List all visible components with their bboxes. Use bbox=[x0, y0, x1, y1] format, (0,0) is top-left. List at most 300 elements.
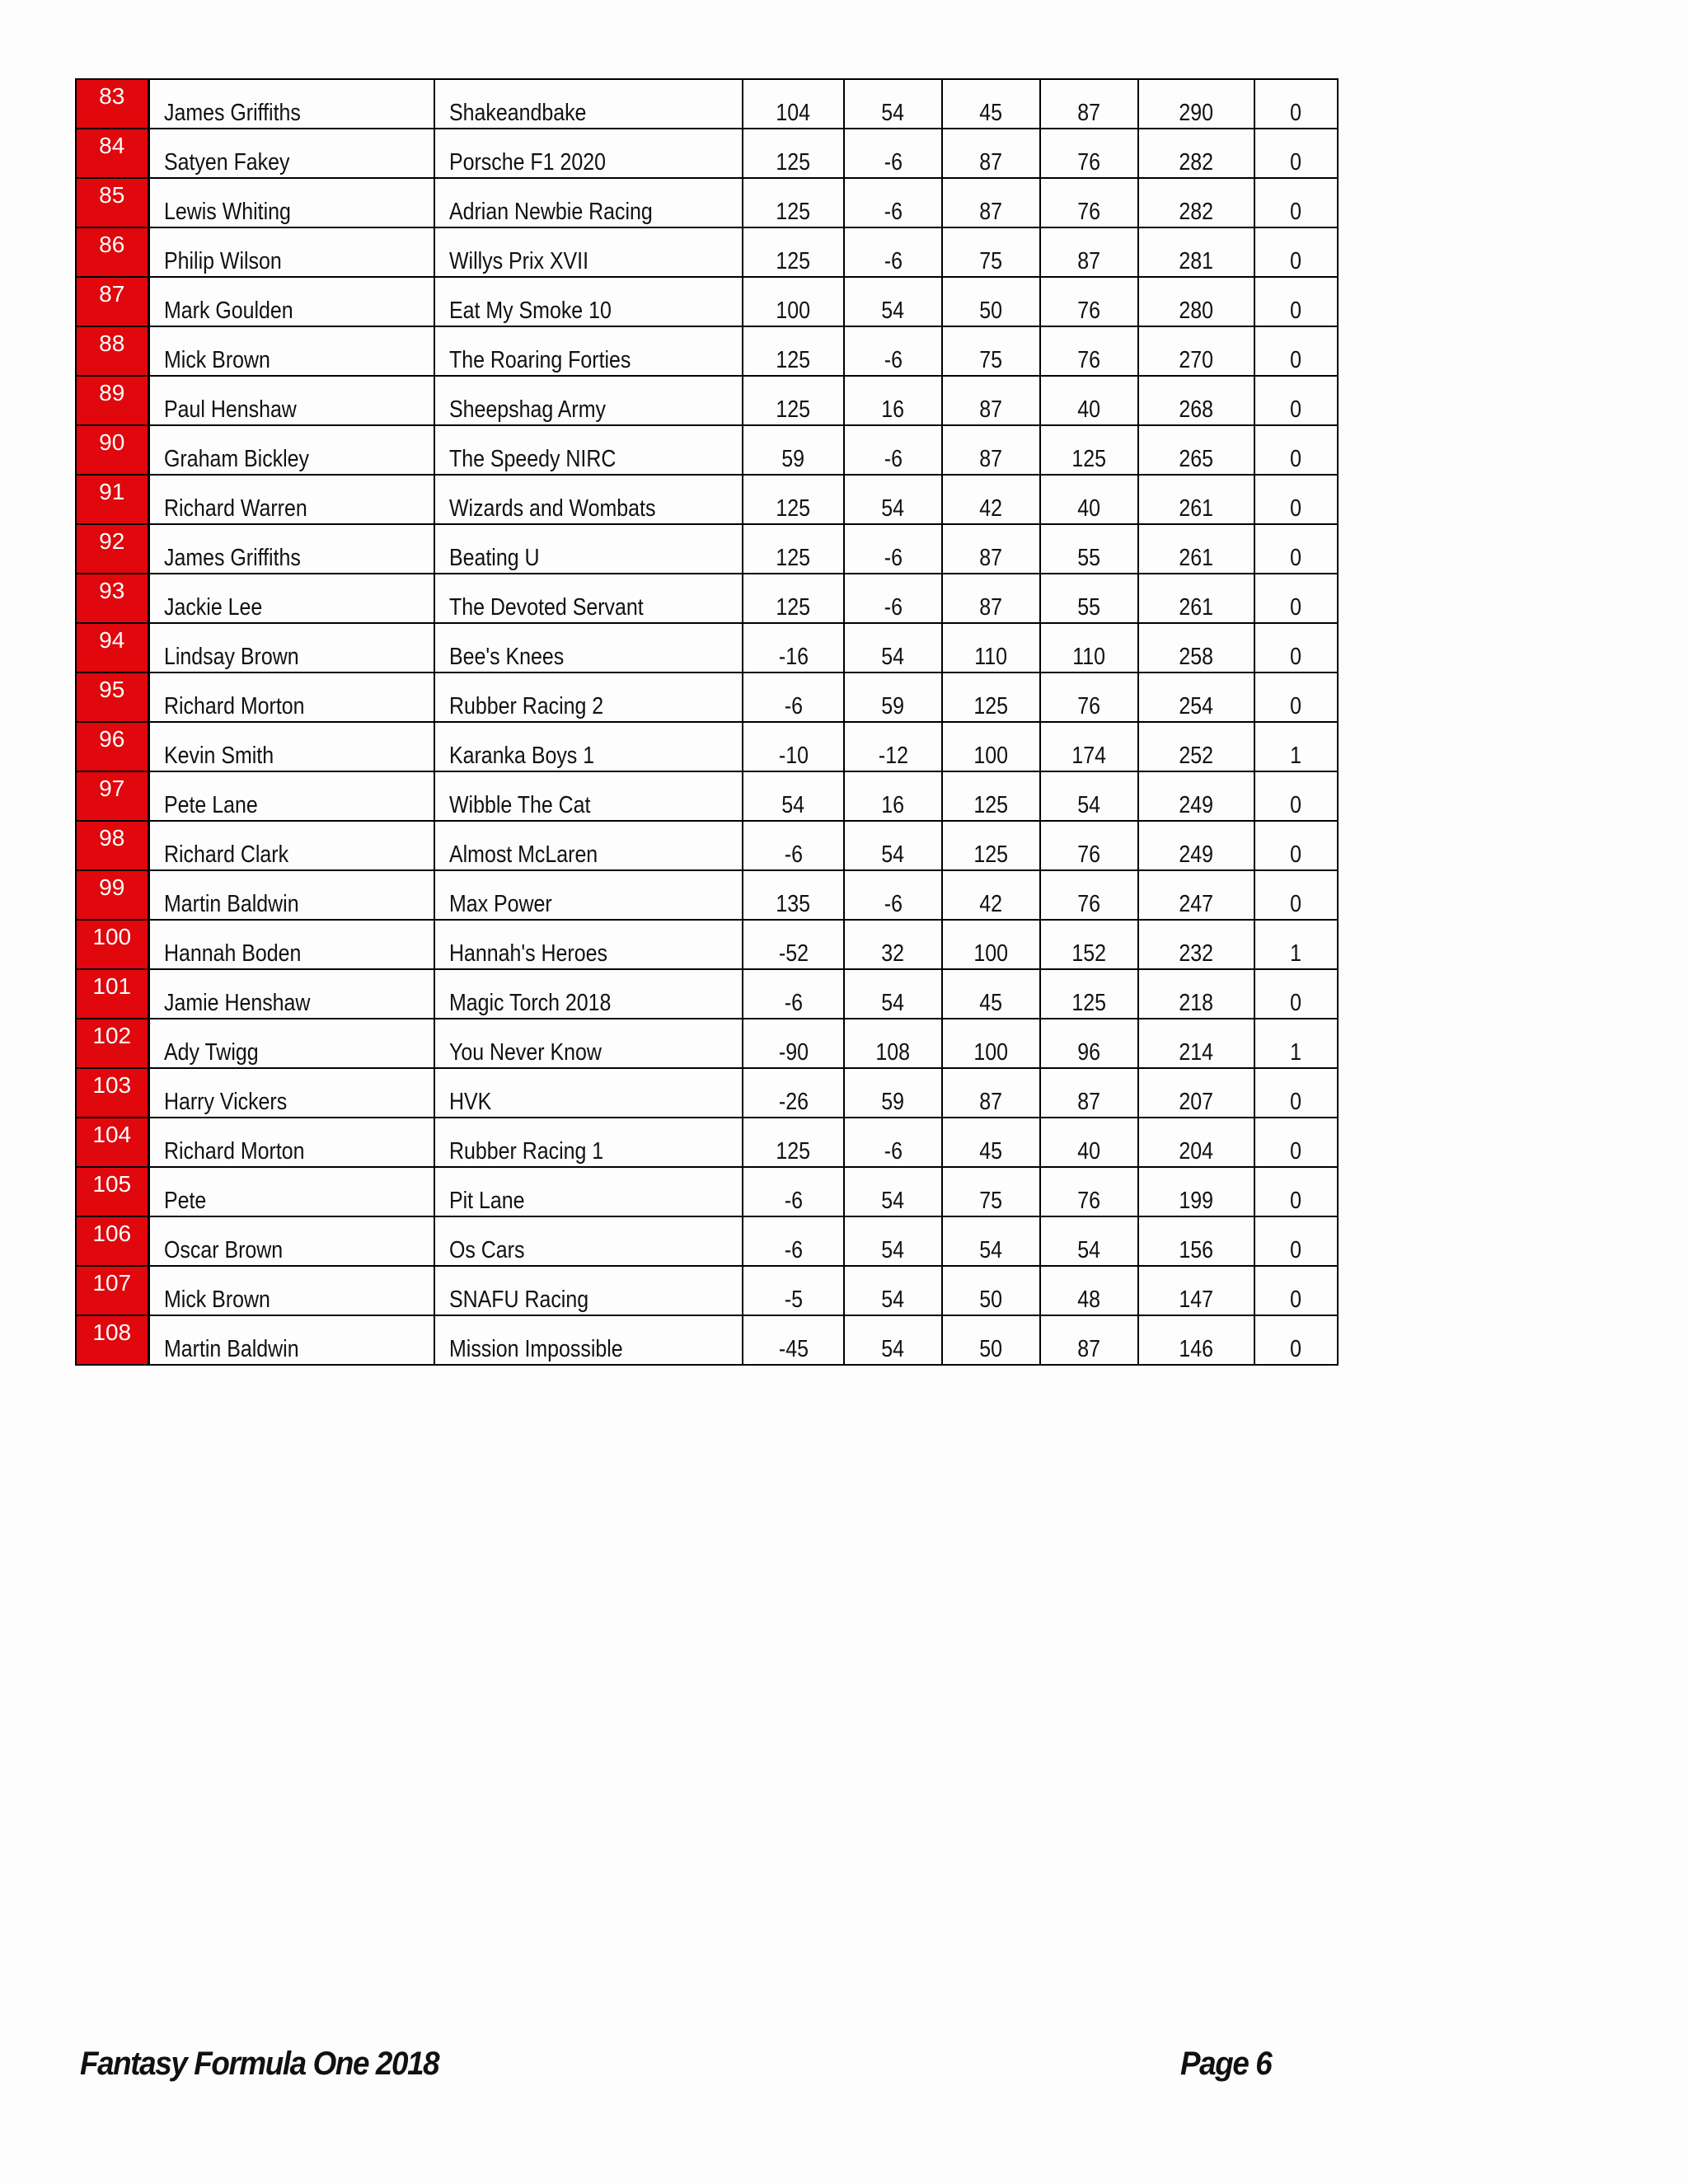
manager-name-cell bbox=[148, 673, 434, 722]
team-name-cell-text: Almost McLaren bbox=[449, 841, 598, 868]
last-column-cell-text: 0 bbox=[1290, 792, 1302, 818]
score-cell-4 bbox=[1040, 1019, 1138, 1068]
position-cell: 92 bbox=[76, 524, 148, 574]
team-name-cell bbox=[434, 920, 743, 969]
last-column-cell-text: 0 bbox=[1290, 1089, 1302, 1115]
score-cell-3 bbox=[942, 920, 1040, 969]
manager-name-cell-text: James Griffiths bbox=[163, 545, 301, 571]
total-points-cell-text: 268 bbox=[1179, 396, 1214, 423]
score-cell-2 bbox=[844, 920, 942, 969]
score-cell-1-text: -16 bbox=[778, 644, 809, 670]
position-cell: 107 bbox=[76, 1266, 148, 1315]
last-column-cell bbox=[1254, 178, 1338, 227]
position-cell: 89 bbox=[76, 376, 148, 425]
last-column-cell-text: 1 bbox=[1290, 940, 1302, 967]
score-cell-1-text: 54 bbox=[781, 792, 805, 818]
position-cell: 98 bbox=[76, 821, 148, 870]
manager-name-cell bbox=[148, 129, 434, 178]
score-cell-3-text: 87 bbox=[979, 594, 1003, 621]
position-cell: 84 bbox=[76, 129, 148, 178]
score-cell-1 bbox=[743, 722, 844, 771]
score-cell-4 bbox=[1040, 1118, 1138, 1167]
table-row bbox=[76, 870, 1338, 920]
score-cell-1 bbox=[743, 1118, 844, 1167]
score-cell-1 bbox=[743, 1216, 844, 1266]
last-column-cell bbox=[1254, 277, 1338, 326]
team-name-cell-text: Willys Prix XVII bbox=[449, 248, 589, 274]
position-cell: 101 bbox=[76, 969, 148, 1019]
score-cell-3 bbox=[942, 524, 1040, 574]
table-row bbox=[76, 1315, 1338, 1365]
team-name-cell-text: Sheepshag Army bbox=[449, 396, 606, 423]
total-points-cell bbox=[1138, 969, 1254, 1019]
position-cell: 97 bbox=[76, 771, 148, 821]
score-cell-3-text: 45 bbox=[979, 100, 1003, 126]
team-name-cell-text: You Never Know bbox=[449, 1039, 602, 1066]
score-cell-3-text: 87 bbox=[979, 149, 1003, 176]
team-name-cell bbox=[434, 574, 743, 623]
total-points-cell bbox=[1138, 326, 1254, 376]
team-name-cell-text: Bee's Knees bbox=[449, 644, 565, 670]
score-cell-3 bbox=[942, 475, 1040, 524]
manager-name-cell bbox=[148, 524, 434, 574]
score-cell-2 bbox=[844, 1315, 942, 1365]
manager-name-cell bbox=[148, 623, 434, 673]
score-cell-4 bbox=[1040, 277, 1138, 326]
last-column-cell bbox=[1254, 524, 1338, 574]
team-name-cell bbox=[434, 771, 743, 821]
team-name-cell-text: HVK bbox=[449, 1089, 492, 1115]
last-column-cell-text: 0 bbox=[1290, 248, 1302, 274]
last-column-cell bbox=[1254, 227, 1338, 277]
score-cell-3-text: 87 bbox=[979, 199, 1003, 225]
score-cell-3-text: 87 bbox=[979, 1089, 1003, 1115]
table-row bbox=[76, 722, 1338, 771]
table-row bbox=[76, 178, 1338, 227]
last-column-cell bbox=[1254, 326, 1338, 376]
total-points-cell-text: 258 bbox=[1179, 644, 1214, 670]
score-cell-2-text: 108 bbox=[875, 1039, 911, 1066]
score-cell-1 bbox=[743, 771, 844, 821]
total-points-cell-text: 147 bbox=[1179, 1286, 1214, 1313]
manager-name-cell bbox=[148, 178, 434, 227]
position-cell: 94 bbox=[76, 623, 148, 673]
score-cell-3 bbox=[942, 623, 1040, 673]
last-column-cell bbox=[1254, 425, 1338, 475]
last-column-cell-text: 0 bbox=[1290, 1138, 1302, 1165]
score-cell-2-text: 54 bbox=[881, 1286, 905, 1313]
score-cell-4-text: 76 bbox=[1077, 693, 1101, 719]
position-cell: 85 bbox=[76, 178, 148, 227]
position-cell: 90 bbox=[76, 425, 148, 475]
score-cell-4 bbox=[1040, 79, 1138, 129]
team-name-cell bbox=[434, 1216, 743, 1266]
last-column-cell-text: 0 bbox=[1290, 1286, 1302, 1313]
score-cell-1 bbox=[743, 277, 844, 326]
score-cell-3-text: 87 bbox=[979, 396, 1003, 423]
last-column-cell bbox=[1254, 1068, 1338, 1118]
last-column-cell-text: 0 bbox=[1290, 495, 1302, 522]
total-points-cell bbox=[1138, 722, 1254, 771]
score-cell-4-text: 125 bbox=[1071, 990, 1107, 1016]
position-cell: 86 bbox=[76, 227, 148, 277]
score-cell-2-text: -6 bbox=[884, 248, 903, 274]
manager-name-cell-text: Ady Twigg bbox=[163, 1039, 259, 1066]
score-cell-2-text: -6 bbox=[884, 1138, 903, 1165]
team-name-cell-text: Rubber Racing 2 bbox=[449, 693, 604, 719]
score-cell-1-text: 125 bbox=[776, 347, 811, 373]
score-cell-1 bbox=[743, 227, 844, 277]
total-points-cell bbox=[1138, 623, 1254, 673]
position-cell: 88 bbox=[76, 326, 148, 376]
score-cell-3-text: 125 bbox=[973, 792, 1009, 818]
score-cell-2-text: -12 bbox=[878, 743, 908, 769]
score-cell-3 bbox=[942, 1266, 1040, 1315]
total-points-cell bbox=[1138, 425, 1254, 475]
score-cell-1-text: 125 bbox=[776, 248, 811, 274]
total-points-cell bbox=[1138, 1167, 1254, 1216]
manager-name-cell-text: Richard Morton bbox=[163, 693, 304, 719]
team-name-cell bbox=[434, 623, 743, 673]
team-name-cell-text: Beating U bbox=[449, 545, 540, 571]
manager-name-cell-text: Richard Clark bbox=[163, 841, 288, 868]
score-cell-2-text: -6 bbox=[884, 891, 903, 917]
score-cell-4-text: 55 bbox=[1077, 594, 1101, 621]
team-name-cell bbox=[434, 227, 743, 277]
score-cell-4 bbox=[1040, 870, 1138, 920]
score-cell-2-text: 59 bbox=[881, 693, 905, 719]
score-cell-3-text: 125 bbox=[973, 693, 1009, 719]
score-cell-3-text: 42 bbox=[979, 495, 1003, 522]
manager-name-cell bbox=[148, 1068, 434, 1118]
position-cell: 104 bbox=[76, 1118, 148, 1167]
score-cell-4 bbox=[1040, 623, 1138, 673]
position-cell: 93 bbox=[76, 574, 148, 623]
standings-table bbox=[75, 78, 1339, 1366]
score-cell-2-text: 32 bbox=[881, 940, 905, 967]
team-name-cell bbox=[434, 178, 743, 227]
manager-name-cell bbox=[148, 969, 434, 1019]
score-cell-2-text: -6 bbox=[884, 545, 903, 571]
table-row bbox=[76, 771, 1338, 821]
total-points-cell bbox=[1138, 1216, 1254, 1266]
score-cell-3 bbox=[942, 969, 1040, 1019]
manager-name-cell-text: Satyen Fakey bbox=[163, 149, 290, 176]
score-cell-3-text: 42 bbox=[979, 891, 1003, 917]
team-name-cell-text: The Speedy NIRC bbox=[449, 446, 617, 472]
score-cell-3 bbox=[942, 1068, 1040, 1118]
total-points-cell-text: 204 bbox=[1179, 1138, 1214, 1165]
score-cell-4-text: 40 bbox=[1077, 1138, 1101, 1165]
last-column-cell-text: 0 bbox=[1290, 644, 1302, 670]
last-column-cell bbox=[1254, 129, 1338, 178]
score-cell-4 bbox=[1040, 673, 1138, 722]
score-cell-4 bbox=[1040, 178, 1138, 227]
score-cell-3 bbox=[942, 178, 1040, 227]
table-row bbox=[76, 673, 1338, 722]
score-cell-1 bbox=[743, 969, 844, 1019]
total-points-cell-text: 199 bbox=[1179, 1188, 1214, 1214]
score-cell-2-text: 54 bbox=[881, 1237, 905, 1263]
score-cell-3 bbox=[942, 673, 1040, 722]
score-cell-1 bbox=[743, 376, 844, 425]
last-column-cell-text: 0 bbox=[1290, 545, 1302, 571]
score-cell-4 bbox=[1040, 227, 1138, 277]
team-name-cell bbox=[434, 673, 743, 722]
score-cell-2 bbox=[844, 227, 942, 277]
manager-name-cell bbox=[148, 574, 434, 623]
total-points-cell-text: 261 bbox=[1179, 495, 1214, 522]
team-name-cell bbox=[434, 376, 743, 425]
total-points-cell-text: 207 bbox=[1179, 1089, 1214, 1115]
manager-name-cell bbox=[148, 821, 434, 870]
score-cell-4 bbox=[1040, 475, 1138, 524]
total-points-cell-text: 265 bbox=[1179, 446, 1214, 472]
team-name-cell bbox=[434, 475, 743, 524]
total-points-cell-text: 282 bbox=[1179, 199, 1214, 225]
team-name-cell bbox=[434, 969, 743, 1019]
manager-name-cell bbox=[148, 722, 434, 771]
score-cell-1 bbox=[743, 821, 844, 870]
last-column-cell-text: 0 bbox=[1290, 1188, 1302, 1214]
score-cell-3-text: 45 bbox=[979, 1138, 1003, 1165]
manager-name-cell-text: Pete bbox=[163, 1188, 206, 1214]
score-cell-3-text: 54 bbox=[979, 1237, 1003, 1263]
position-cell: 105 bbox=[76, 1167, 148, 1216]
manager-name-cell bbox=[148, 920, 434, 969]
score-cell-4-text: 54 bbox=[1077, 1237, 1101, 1263]
team-name-cell bbox=[434, 1068, 743, 1118]
score-cell-4 bbox=[1040, 1266, 1138, 1315]
team-name-cell-text: Karanka Boys 1 bbox=[449, 743, 595, 769]
score-cell-4-text: 76 bbox=[1077, 1188, 1101, 1214]
team-name-cell bbox=[434, 870, 743, 920]
score-cell-3-text: 45 bbox=[979, 990, 1003, 1016]
score-cell-4-text: 110 bbox=[1072, 644, 1106, 670]
last-column-cell-text: 0 bbox=[1290, 100, 1302, 126]
score-cell-2 bbox=[844, 771, 942, 821]
score-cell-3-text: 50 bbox=[979, 298, 1003, 324]
score-cell-1 bbox=[743, 425, 844, 475]
score-cell-1-text: -6 bbox=[784, 693, 803, 719]
score-cell-1 bbox=[743, 1315, 844, 1365]
team-name-cell-text: Eat My Smoke 10 bbox=[449, 298, 612, 324]
manager-name-cell-text: Jamie Henshaw bbox=[163, 990, 310, 1016]
score-cell-4-text: 76 bbox=[1077, 199, 1101, 225]
manager-name-cell-text: Hannah Boden bbox=[163, 940, 301, 967]
manager-name-cell-text: Mick Brown bbox=[163, 1286, 270, 1313]
score-cell-1-text: 125 bbox=[776, 495, 811, 522]
score-cell-2 bbox=[844, 574, 942, 623]
score-cell-3 bbox=[942, 79, 1040, 129]
score-cell-4-text: 76 bbox=[1077, 347, 1101, 373]
last-column-cell bbox=[1254, 722, 1338, 771]
team-name-cell bbox=[434, 1118, 743, 1167]
score-cell-4-text: 76 bbox=[1077, 891, 1101, 917]
score-cell-2 bbox=[844, 524, 942, 574]
last-column-cell bbox=[1254, 771, 1338, 821]
standings-body bbox=[76, 79, 1338, 1365]
score-cell-1-text: -90 bbox=[778, 1039, 809, 1066]
score-cell-1 bbox=[743, 326, 844, 376]
score-cell-3 bbox=[942, 1019, 1040, 1068]
score-cell-2 bbox=[844, 1266, 942, 1315]
total-points-cell bbox=[1138, 129, 1254, 178]
total-points-cell-text: 281 bbox=[1179, 248, 1214, 274]
score-cell-1 bbox=[743, 574, 844, 623]
score-cell-2-text: 54 bbox=[881, 298, 905, 324]
score-cell-4 bbox=[1040, 129, 1138, 178]
score-cell-2 bbox=[844, 623, 942, 673]
score-cell-4 bbox=[1040, 1315, 1138, 1365]
score-cell-1-text: 100 bbox=[776, 298, 811, 324]
last-column-cell bbox=[1254, 673, 1338, 722]
table-row bbox=[76, 524, 1338, 574]
score-cell-1-text: 125 bbox=[776, 1138, 811, 1165]
last-column-cell-text: 0 bbox=[1290, 693, 1302, 719]
score-cell-3-text: 50 bbox=[979, 1336, 1003, 1362]
last-column-cell bbox=[1254, 574, 1338, 623]
score-cell-2 bbox=[844, 1216, 942, 1266]
score-cell-2-text: 54 bbox=[881, 100, 905, 126]
score-cell-4-text: 55 bbox=[1077, 545, 1101, 571]
table-row bbox=[76, 969, 1338, 1019]
score-cell-1 bbox=[743, 1019, 844, 1068]
total-points-cell-text: 249 bbox=[1179, 841, 1214, 868]
score-cell-4-text: 76 bbox=[1077, 298, 1101, 324]
score-cell-4 bbox=[1040, 920, 1138, 969]
score-cell-4-text: 48 bbox=[1077, 1286, 1101, 1313]
score-cell-2-text: -6 bbox=[884, 347, 903, 373]
score-cell-3-text: 87 bbox=[979, 545, 1003, 571]
score-cell-4 bbox=[1040, 1167, 1138, 1216]
score-cell-1 bbox=[743, 178, 844, 227]
last-column-cell-text: 0 bbox=[1290, 594, 1302, 621]
score-cell-3 bbox=[942, 1315, 1040, 1365]
manager-name-cell bbox=[148, 1019, 434, 1068]
score-cell-2 bbox=[844, 178, 942, 227]
score-cell-4-text: 76 bbox=[1077, 149, 1101, 176]
table-row bbox=[76, 623, 1338, 673]
last-column-cell bbox=[1254, 969, 1338, 1019]
score-cell-1-text: -26 bbox=[778, 1089, 809, 1115]
manager-name-cell bbox=[148, 870, 434, 920]
score-cell-1-text: 104 bbox=[776, 100, 811, 126]
score-cell-2 bbox=[844, 1118, 942, 1167]
team-name-cell-text: Adrian Newbie Racing bbox=[449, 199, 653, 225]
score-cell-3 bbox=[942, 1167, 1040, 1216]
manager-name-cell-text: Oscar Brown bbox=[163, 1237, 283, 1263]
position-cell: 103 bbox=[76, 1068, 148, 1118]
score-cell-1-text: -6 bbox=[784, 990, 803, 1016]
last-column-cell-text: 0 bbox=[1290, 347, 1302, 373]
manager-name-cell bbox=[148, 1167, 434, 1216]
team-name-cell bbox=[434, 129, 743, 178]
team-name-cell-text: Wizards and Wombats bbox=[449, 495, 656, 522]
score-cell-2-text: 54 bbox=[881, 644, 905, 670]
manager-name-cell bbox=[148, 1315, 434, 1365]
last-column-cell bbox=[1254, 1266, 1338, 1315]
table-row bbox=[76, 227, 1338, 277]
score-cell-3 bbox=[942, 771, 1040, 821]
score-cell-1-text: 125 bbox=[776, 594, 811, 621]
score-cell-3 bbox=[942, 1216, 1040, 1266]
score-cell-2-text: 54 bbox=[881, 495, 905, 522]
last-column-cell-text: 0 bbox=[1290, 841, 1302, 868]
manager-name-cell bbox=[148, 326, 434, 376]
manager-name-cell bbox=[148, 425, 434, 475]
last-column-cell bbox=[1254, 79, 1338, 129]
table-row bbox=[76, 1167, 1338, 1216]
score-cell-3 bbox=[942, 277, 1040, 326]
score-cell-2-text: 54 bbox=[881, 1336, 905, 1362]
score-cell-1 bbox=[743, 129, 844, 178]
score-cell-1-text: -5 bbox=[784, 1286, 803, 1313]
score-cell-4-text: 40 bbox=[1077, 396, 1101, 423]
score-cell-3-text: 75 bbox=[979, 248, 1003, 274]
manager-name-cell bbox=[148, 227, 434, 277]
manager-name-cell-text: Richard Morton bbox=[163, 1138, 304, 1165]
team-name-cell bbox=[434, 79, 743, 129]
last-column-cell bbox=[1254, 475, 1338, 524]
position-cell: 108 bbox=[76, 1315, 148, 1365]
table-row bbox=[76, 326, 1338, 376]
score-cell-3 bbox=[942, 326, 1040, 376]
manager-name-cell-text: Kevin Smith bbox=[163, 743, 274, 769]
manager-name-cell-text: Mick Brown bbox=[163, 347, 270, 373]
total-points-cell-text: 261 bbox=[1179, 594, 1214, 621]
score-cell-3-text: 125 bbox=[973, 841, 1009, 868]
total-points-cell-text: 218 bbox=[1179, 990, 1214, 1016]
team-name-cell-text: Pit Lane bbox=[449, 1188, 525, 1214]
score-cell-1 bbox=[743, 1167, 844, 1216]
score-cell-2-text: 54 bbox=[881, 990, 905, 1016]
team-name-cell-text: Porsche F1 2020 bbox=[449, 149, 606, 176]
table-row bbox=[76, 376, 1338, 425]
manager-name-cell-text: James Griffiths bbox=[163, 100, 301, 126]
score-cell-3 bbox=[942, 574, 1040, 623]
score-cell-4 bbox=[1040, 771, 1138, 821]
last-column-cell bbox=[1254, 1019, 1338, 1068]
score-cell-1-text: 125 bbox=[776, 545, 811, 571]
manager-name-cell-text: Martin Baldwin bbox=[163, 1336, 299, 1362]
manager-name-cell bbox=[148, 277, 434, 326]
score-cell-3 bbox=[942, 425, 1040, 475]
table-row bbox=[76, 920, 1338, 969]
manager-name-cell-text: Lindsay Brown bbox=[163, 644, 299, 670]
score-cell-2 bbox=[844, 1167, 942, 1216]
score-cell-3-text: 75 bbox=[979, 347, 1003, 373]
score-cell-4 bbox=[1040, 376, 1138, 425]
score-cell-3-text: 100 bbox=[973, 940, 1009, 967]
table-row bbox=[76, 1068, 1338, 1118]
score-cell-3 bbox=[942, 376, 1040, 425]
total-points-cell bbox=[1138, 1315, 1254, 1365]
table-row bbox=[76, 1216, 1338, 1266]
score-cell-4 bbox=[1040, 969, 1138, 1019]
score-cell-2 bbox=[844, 326, 942, 376]
score-cell-4-text: 40 bbox=[1077, 495, 1101, 522]
score-cell-4 bbox=[1040, 1216, 1138, 1266]
team-name-cell bbox=[434, 1167, 743, 1216]
manager-name-cell-text: Mark Goulden bbox=[163, 298, 293, 324]
score-cell-1 bbox=[743, 79, 844, 129]
score-cell-4-text: 54 bbox=[1077, 792, 1101, 818]
footer-page-number: Page 6 bbox=[1180, 2046, 1272, 2082]
score-cell-1 bbox=[743, 623, 844, 673]
total-points-cell-text: 247 bbox=[1179, 891, 1214, 917]
total-points-cell bbox=[1138, 920, 1254, 969]
